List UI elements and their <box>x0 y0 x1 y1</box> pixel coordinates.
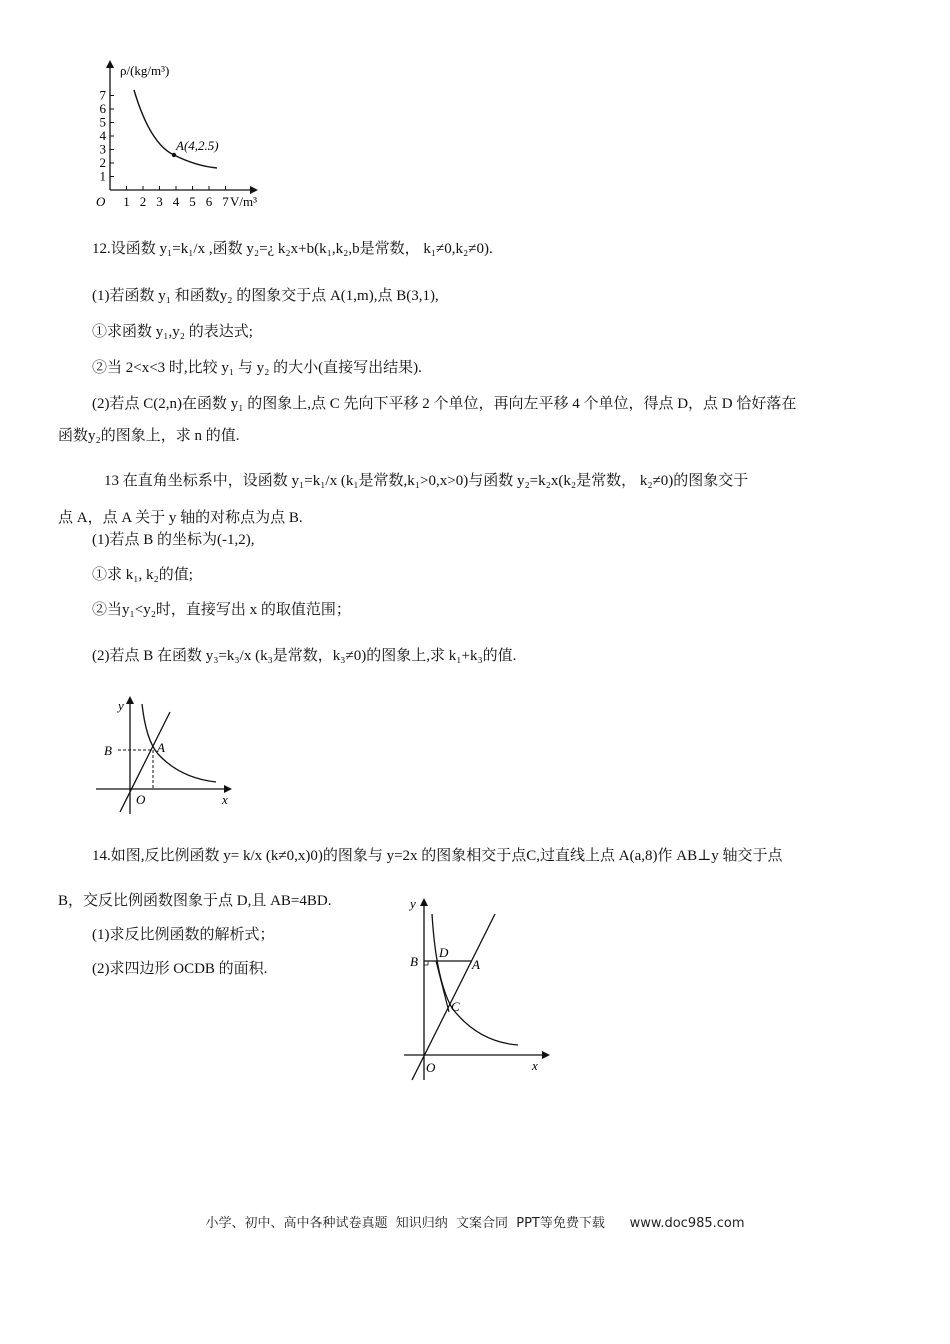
x-axis-label: V/m³ <box>230 194 258 209</box>
q13-graph <box>90 690 240 820</box>
fig2-b-label: B <box>104 743 112 758</box>
q12-part1: (1)若函数 y₁ 和函数y₂ 的图象交于点 A(1,m),点 B(3,1), <box>92 288 439 304</box>
q14-stem-a: 14.如图,反比例函数 y= k/x (k≠0,x)0)的图象与 y=2x 的图象相交于点C,过直线上点 A(a,8)作 AB⊥y 轴交于点 <box>92 848 783 864</box>
q14-part2: (2)求四边形 OCDB 的面积. <box>92 961 268 977</box>
fig3-d-label: D <box>439 945 449 960</box>
fig3-x-label: x <box>532 1058 538 1073</box>
y-axis-label: ρ/(kg/m³) <box>120 63 170 78</box>
q12-stem: 12.设函数 y₁=k₁/x ,函数 y₂=¿ k₂x+b(k₁,k₂,b是常数， k₁≠0,k₂≠0). <box>92 241 493 257</box>
fig3-y-label: y <box>410 896 416 911</box>
x-tick-label: 4 <box>172 194 180 209</box>
q13-part2: (2)若点 B 在函数 y₃=k₃/x (k₃是常数，k₃≠0)的图象上,求 k₁+k₃的值. <box>92 648 517 664</box>
fig2-origin-label: O <box>136 792 146 807</box>
q14-part1: (1)求反比例函数的解析式； <box>92 927 275 943</box>
y-tick-label: 2 <box>99 155 106 170</box>
origin-label: O <box>96 194 106 209</box>
q14-stem-b: B，交反比例函数图象于点 D,且 AB=4BD. <box>58 893 332 909</box>
q14-graph <box>398 890 554 1086</box>
fig3-b-label: B <box>410 954 418 969</box>
fig3-a-label: A <box>472 957 480 972</box>
page-footer: 小学、初中、高中各种试卷真题 知识归纳 文案合同 PPT等免费下载 www.doc985.com <box>205 1216 745 1231</box>
y-tick-label: 6 <box>99 101 106 116</box>
x-tick-label: 7 <box>222 194 229 209</box>
x-tick-label: 1 <box>123 194 130 209</box>
y-tick-label: 7 <box>99 87 106 103</box>
y-tick-label: 4 <box>99 128 106 143</box>
q13-stem-b: 点 A，点 A 关于 y 轴的对称点为点 B. <box>58 510 303 526</box>
y-tick-label: 3 <box>99 141 106 157</box>
q12-part2a: (2)若点 C(2,n)在函数 y₁ 的图象上,点 C 先向下平移 2 个单位，再向左平移 4 个单位，得点 D，点 D 恰好落在 <box>92 396 797 412</box>
y-tick-label: 1 <box>99 168 106 184</box>
fig2-x-label: x <box>222 792 228 807</box>
q13-part1b: ②当y₁<y₂时，直接写出 x 的取值范围； <box>92 602 351 618</box>
q13-stem-a: 13 在直角坐标系中，设函数 y₁=k₁/x (k₁是常数,k₁>0,x>0)与函数 y₂=k₂x(k₂是常数， k₂≠0)的图象交于 <box>104 473 749 489</box>
x-tick-label: 3 <box>156 194 163 209</box>
fig2-y-label: y <box>118 698 124 713</box>
q12-part1a: ①求函数 y₁,y₂ 的表达式; <box>92 324 253 340</box>
x-tick-label: 2 <box>139 194 147 209</box>
q13-part1a: ①求 k₁, k₂的值; <box>92 567 193 583</box>
x-tick-label: 5 <box>189 194 196 209</box>
q13-part1: (1)若点 B 的坐标为(-1,2), <box>92 532 255 548</box>
fig3-c-label: C <box>451 999 460 1014</box>
q12-part1b: ②当 2<x<3 时,比较 y₁ 与 y₂ 的大小(直接写出结果). <box>92 360 422 376</box>
x-tick-label: 6 <box>205 194 213 209</box>
density-volume-graph <box>92 56 272 216</box>
point-a-label: A(4,2.5) <box>176 138 219 153</box>
fig2-a-label: A <box>157 740 165 755</box>
fig3-origin-label: O <box>426 1060 436 1075</box>
q12-part2b: 函数y₂的图象上，求 n 的值. <box>58 428 240 444</box>
y-tick-label: 5 <box>99 114 106 130</box>
